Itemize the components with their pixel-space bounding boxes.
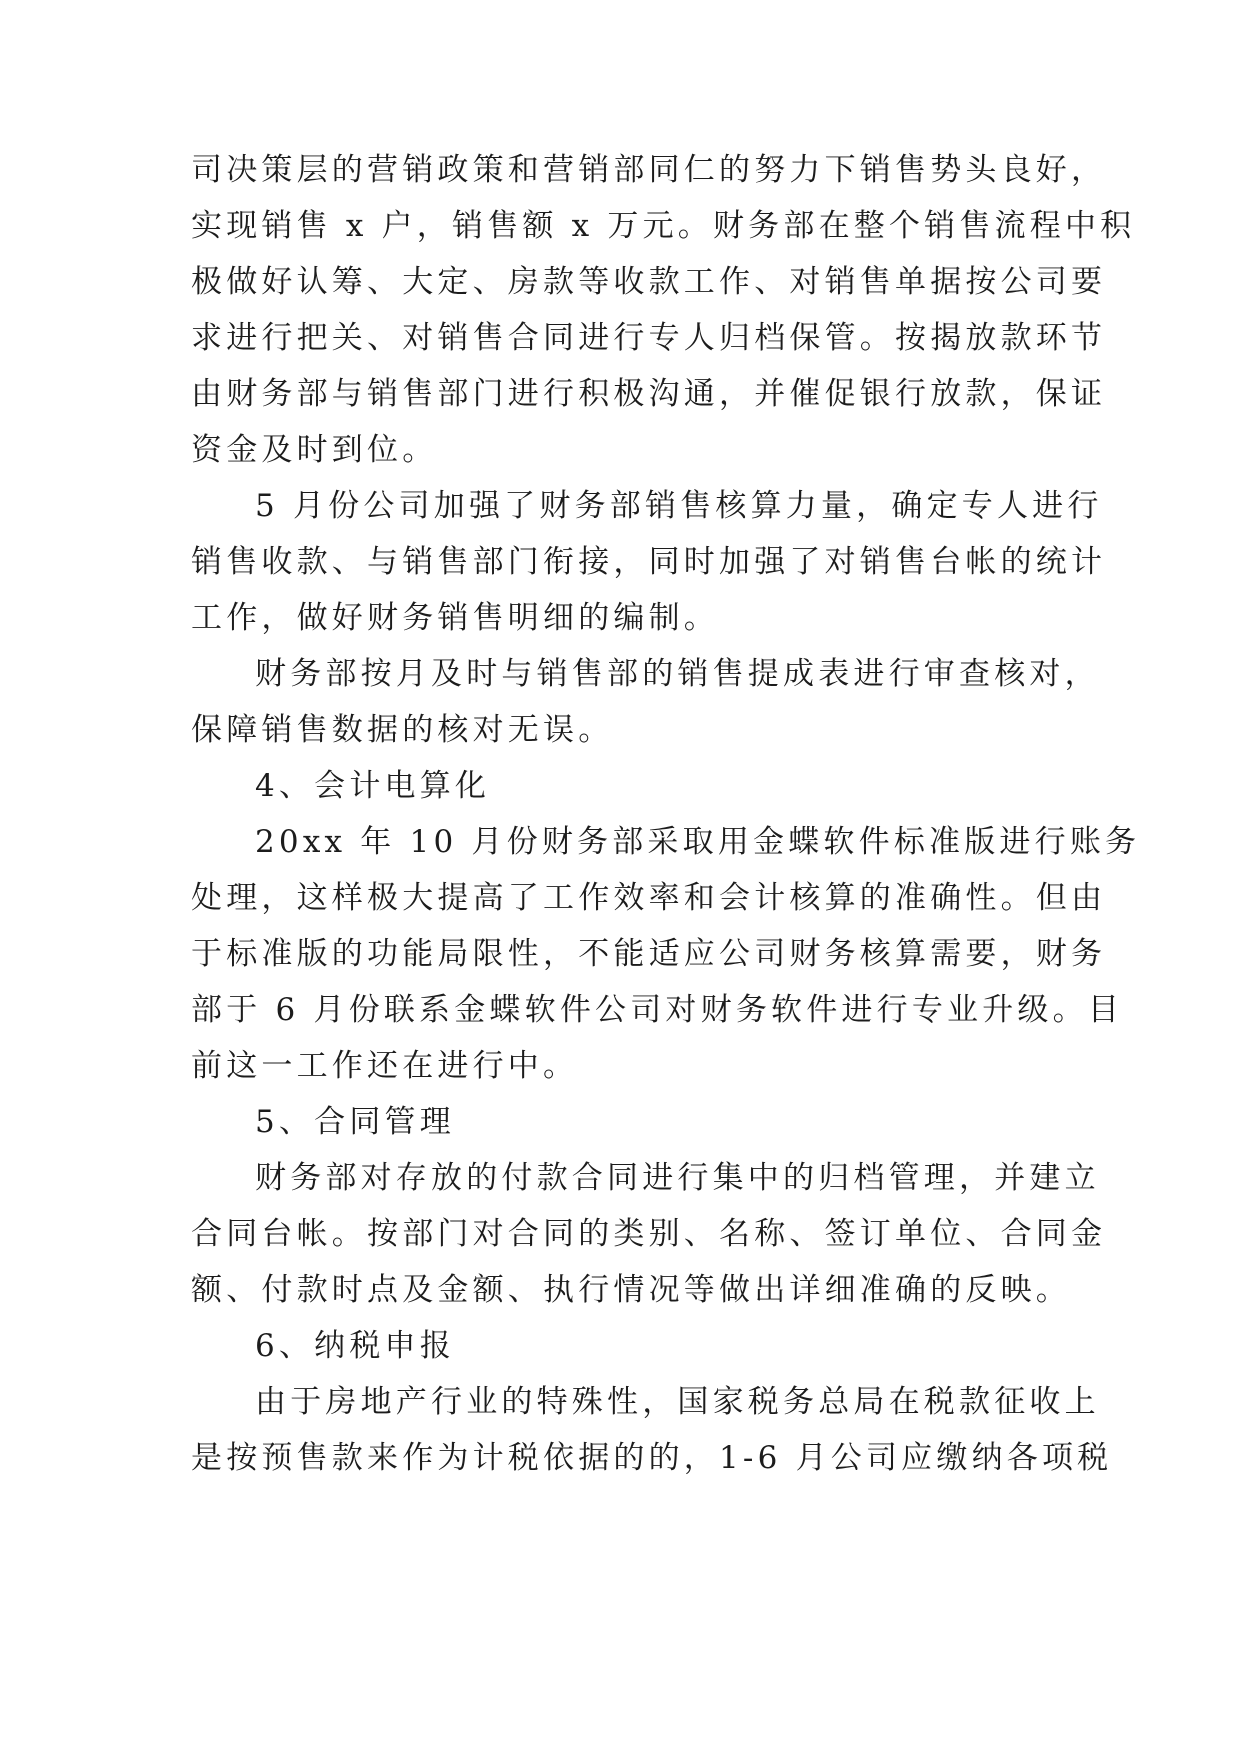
paragraph-first-line: 由于房地产行业的特殊性，国家税务总局在税款征收上 bbox=[255, 1384, 1100, 1420]
paragraph-first-line: 5 月份公司加强了财务部销售核算力量，确定专人进行 bbox=[255, 488, 1103, 524]
section-heading: 5、合同管理 bbox=[255, 1104, 455, 1140]
section-heading: 6、纳税申报 bbox=[255, 1328, 455, 1364]
text-line: 额、付款时点及金额、执行情况等做出详细准确的反映。 bbox=[191, 1272, 1071, 1308]
text-line: 保障销售数据的核对无误。 bbox=[191, 712, 614, 748]
text-line: 于标准版的功能局限性，不能适应公司财务核算需要，财务 bbox=[191, 936, 1107, 972]
paragraph-first-line: 20xx 年 10 月份财务部采取用金蝶软件标准版进行账务 bbox=[255, 824, 1141, 860]
text-line: 由财务部与销售部门进行积极沟通，并催促银行放款，保证 bbox=[191, 376, 1107, 412]
text-line: 前这一工作还在进行中。 bbox=[191, 1048, 579, 1084]
text-line: 合同台帐。按部门对合同的类别、名称、签订单位、合同金 bbox=[191, 1216, 1107, 1252]
section-heading: 4、会计电算化 bbox=[255, 768, 491, 804]
text-line: 资金及时到位。 bbox=[191, 432, 438, 468]
text-line: 工作，做好财务销售明细的编制。 bbox=[191, 600, 719, 636]
text-line: 是按预售款来作为计税依据的的，1-6 月公司应缴纳各项税 bbox=[191, 1440, 1113, 1476]
text-line: 司决策层的营销政策和营销部同仁的努力下销售势头良好， bbox=[191, 152, 1107, 188]
text-line: 实现销售 x 户，销售额 x 万元。财务部在整个销售流程中积 bbox=[191, 208, 1136, 244]
text-line: 部于 6 月份联系金蝶软件公司对财务软件进行专业升级。目 bbox=[191, 992, 1124, 1028]
paragraph-first-line: 财务部按月及时与销售部的销售提成表进行审查核对， bbox=[255, 656, 1100, 692]
text-line: 求进行把关、对销售合同进行专人归档保管。按揭放款环节 bbox=[191, 320, 1107, 356]
text-line: 销售收款、与销售部门衔接，同时加强了对销售台帐的统计 bbox=[191, 544, 1107, 580]
text-line: 处理，这样极大提高了工作效率和会计核算的准确性。但由 bbox=[191, 880, 1107, 916]
paragraph-first-line: 财务部对存放的付款合同进行集中的归档管理，并建立 bbox=[255, 1160, 1100, 1196]
text-line: 极做好认筹、大定、房款等收款工作、对销售单据按公司要 bbox=[191, 264, 1107, 300]
